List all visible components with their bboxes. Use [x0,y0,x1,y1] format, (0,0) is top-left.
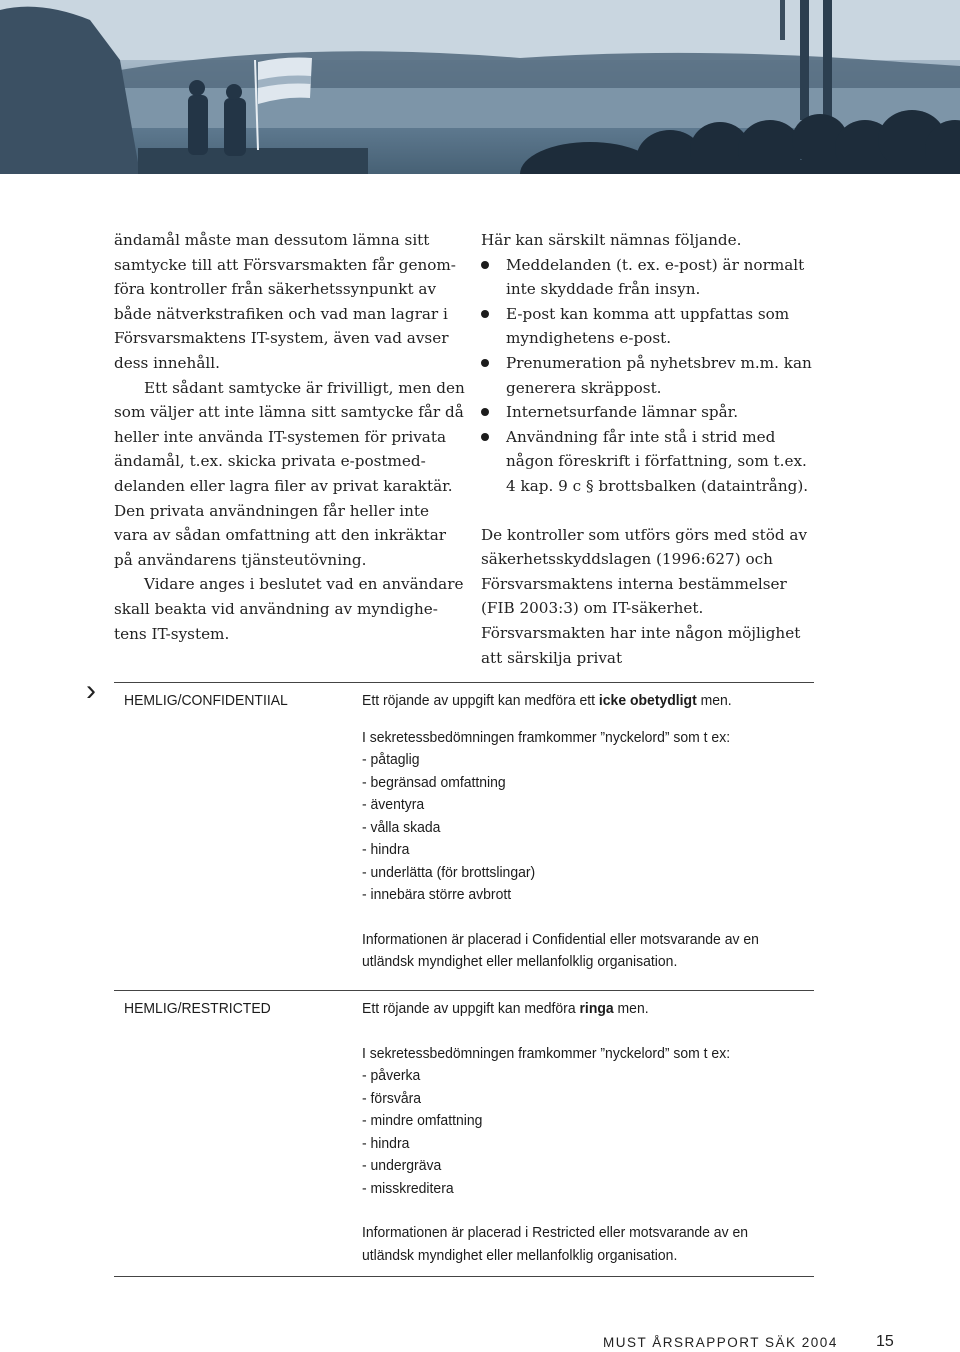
list-item [481,253,816,302]
consequence-text: Ett röjande av uppgift kan medföra ett icke obetydligt men. [362,692,732,709]
classification-label-confidential: HEMLIG/CONFIDENTIIAL [124,692,288,709]
list-item [481,425,816,499]
keyword-item: - undergräva [362,1157,442,1174]
page-number: 15 [876,1333,894,1350]
classification-description-confidential [362,690,776,974]
list-item-text: E-post kan komma att uppfattas som myndighetens e-post. [506,304,790,348]
list-item [481,302,816,351]
placement-note: Informationen är placerad i Confidential eller motsvarande av en utländsk myndighet eller mellanfolklig organisation. [362,930,759,970]
keyword-item: - försvåra [362,1089,422,1107]
footer-title: MUST ÅRSRAPPORT SÄK 2004 [603,1335,838,1350]
placement-note: Informationen är placerad i Restricted eller motsvarande av en utländsk myndighet eller mellanfolklig organisation. [362,1224,748,1264]
keyword-item: - begränsad omfattning [362,773,506,791]
list-item-text: Prenumeration på nyhetsbrev m.m. kan generera skräppost. [506,353,812,397]
keyword-item: - hindra [362,1134,410,1152]
keyword-item: - mindre omfattning [362,1112,483,1129]
paragraph: Ett sådant samtycke är frivilligt, men den som väljer att inte lämna sitt samtycke får då heller inte använda IT-systemen för privata ändamål, t.ex. skicka privata e-postmed-delanden eller lagra filer av privat karaktär. Den privata användningen får heller inte vara av sådan omfattning att den inkräktar på användarens tjänsteutövning. [114,378,465,569]
divider [114,682,814,683]
bullet-list [481,253,816,499]
list-intro: Här kan särskilt nämnas följande. [481,231,742,249]
keyword-item: - misskreditera [362,1179,454,1197]
keyword-item: - hindra [362,841,410,858]
bullet-icon [481,408,489,416]
keyword-item: - innebära större avbrott [362,886,512,903]
keyword-item: - underlätta (för brottslingar) [362,863,536,881]
consequence-text: Ett röjande av uppgift kan medföra ringa men. [362,1000,649,1017]
emphasis: ringa [579,1000,614,1017]
list-item-text: Meddelanden (t. ex. e-post) är normalt inte skyddade från insyn. [506,255,805,299]
harbour-scene-illustration [0,0,960,174]
classification-label-restricted: HEMLIG/RESTRICTED [124,1000,271,1017]
bullet-icon [481,359,489,367]
chevron-right-icon: › [86,674,96,707]
keyword-intro: I sekretessbedömningen framkommer ”nyckelord” som t ex: [362,728,731,746]
list-item [481,400,816,425]
list-item-text: Användning får inte stå i strid med någon föreskrift i författning, som t.ex. 4 kap. 9 c § brottsbalken (dataintrång). [506,427,809,495]
divider [114,1276,814,1277]
paragraph: ändamål måste man dessutom lämna sitt samtycke till att Försvarsmakten får genom-föra kontroller från säkerhetssynpunkt av både nätverkstrafiken och vad man lagrar i Försvarsmaktens IT-system, även vad avser dess innehåll. [114,231,456,372]
keyword-item: - äventyra [362,796,425,813]
keyword-item: - påverka [362,1067,421,1084]
right-text-column [481,228,816,670]
list-item [481,351,816,400]
keyword-item: - vålla skada [362,818,441,836]
list-item-text: Internetsurfande lämnar spår. [506,403,739,422]
keyword-item: - påtaglig [362,751,420,768]
bullet-icon [481,433,489,441]
divider [114,990,814,991]
bullet-icon [481,261,489,269]
paragraph: De kontroller som utförs görs med stöd av säkerhetsskyddslagen (1996:627) och Försvarsmaktens interna bestämmelser (FIB 2003:3) om IT-säkerhet. Försvarsmakten har inte någon möjlighet att särskilja privat [481,525,808,667]
paragraph: Vidare anges i beslutet vad en användare skall beakta vid användning av myndighe-tens IT-system. [114,575,464,643]
keyword-intro: I sekretessbedömningen framkommer ”nyckelord” som t ex: [362,1044,731,1062]
emphasis: icke obetydligt [598,692,697,709]
classification-description-restricted [362,998,776,1267]
header-photo [0,0,960,174]
left-text-column [114,228,466,646]
bullet-icon [481,310,489,318]
